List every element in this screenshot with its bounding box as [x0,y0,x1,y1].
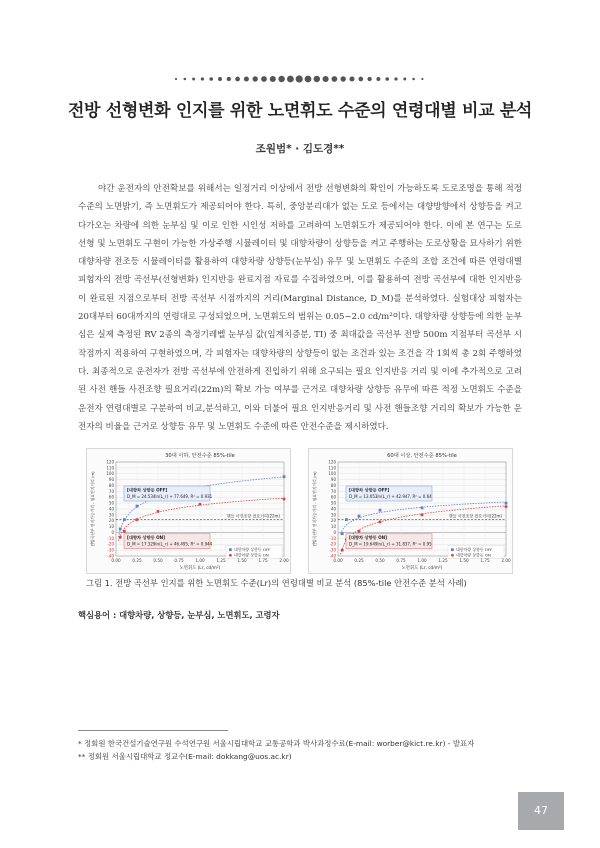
chart-title: 60대 이상, 안전수준 85%-tile [387,453,457,459]
ornament-dot [192,78,195,81]
y-tick-label: 60 [330,494,336,500]
y-tick-label: 10 [108,524,114,530]
data-point-on [358,530,361,533]
equation-text: D_M = 13.053ln(L_r) + 42.947, R² = 0.64 [349,494,432,499]
chart-title: 30대 이하, 안전수준 85%-tile [165,453,235,459]
data-point-on [123,530,126,533]
x-tick-label: 0.00 [111,558,121,563]
data-point-on [199,503,202,506]
equation-text: D_M = 17.329ln(L_r) + 46.495, R² = 0.944 [127,541,213,547]
ornament-dot [403,78,406,81]
ornament-dot [175,78,177,80]
x-tick-label: 2.00 [279,558,289,563]
figure-caption: 그림 1. 전방 곡선부 인지를 위한 노면휘도 수준(Lr)의 연령대별 비교 분석 (85%-tile 안전수준 분석 사례) [86,578,467,588]
ornament-dot [412,78,415,81]
y-tick-label: 120 [106,459,114,465]
x-tick-label: 0.50 [153,558,163,563]
y-tick-label: 40 [330,506,336,512]
data-point-on [283,498,286,501]
x-tick-label: 2.00 [501,558,511,563]
y-tick-label: 0 [333,529,336,535]
ornament-dot [323,76,329,82]
data-point-on [505,505,508,508]
ornament-dot [376,77,380,81]
data-point-on [136,518,139,521]
ornament-dot [244,76,249,81]
x-tick-label: 0.75 [174,558,184,563]
x-tick-label: 0.00 [333,558,343,563]
data-point-on [119,536,122,539]
data-point-off [123,518,126,521]
data-point-off [421,506,424,509]
ornament-dot [278,76,284,82]
ornament-dot [235,77,240,82]
y-tick-label: -20 [107,541,114,547]
legend-label: 대향차량 상향등 ON [456,552,491,558]
ornament-dot [253,76,258,81]
figure-charts [86,448,516,574]
footnotes [78,737,528,763]
ornament-dot [305,76,312,83]
data-point-off [358,515,361,518]
legend-label: 대향차량 상향등 OFF [234,547,271,553]
x-tick-label: 1.00 [417,558,427,563]
y-tick-label: -40 [329,553,336,559]
x-tick-label: 1.25 [216,558,226,563]
ornament-dot [261,76,267,82]
reference-label: 핸들 사전조향 필요거리(22m) [448,513,502,519]
ornament-dot [218,77,222,81]
x-axis-label: 노면휘도 (Lr, cd/m²) [179,566,221,571]
chart-60s-above [308,448,513,574]
ornament-dot [385,77,389,81]
y-tick-label: -40 [107,553,114,559]
legend-marker-on [229,554,232,557]
y-tick-label: 50 [108,500,114,506]
legend-marker-off [229,548,232,551]
ornament-dot [184,78,187,81]
x-tick-label: 1.25 [438,558,448,563]
y-tick-label: 40 [108,506,114,512]
y-tick-label: 90 [108,477,114,483]
keywords: 핵심용어 : 대향차량, 상향등, 눈부심, 노면휘도, 고령자 [78,610,280,620]
ornament-dot [287,76,294,83]
equation-text: D_M = 24.534ln(L_r) + 77.649, R² = 0.931 [127,494,213,499]
ornament-dot [367,77,371,81]
y-tick-label: -10 [107,535,114,541]
x-tick-label: 0.25 [132,558,142,563]
article-title: 전방 선형변화 인지를 위한 노면휘도 수준의 연령대별 비교 분석 [67,101,533,121]
data-point-on [341,549,344,552]
x-tick-label: 1.75 [258,558,268,563]
equation-box-title: [대향차 상향등 ON] [349,535,388,541]
y-tick-label: -30 [329,547,336,553]
x-tick-label: 0.25 [354,558,364,563]
y-tick-label: 70 [330,488,336,494]
y-tick-label: 0 [111,529,114,535]
y-tick-label: 100 [106,471,114,477]
data-point-off [345,518,348,521]
data-point-off [136,505,139,508]
y-tick-label: 110 [106,465,114,471]
y-tick-label: 120 [328,459,336,465]
header-dot-ornament [0,74,600,84]
data-point-off [283,475,286,478]
chart-30s-below [86,448,291,574]
y-axis-label: 전방곡선부 인지가능거리 - 필요인지거리 (m) [90,471,95,547]
data-point-off [341,532,344,535]
y-tick-label: 30 [330,512,336,518]
y-tick-label: -20 [329,541,336,547]
ornament-dot [421,78,423,80]
y-tick-label: 20 [330,518,336,524]
x-tick-label: 0.50 [375,558,385,563]
ornament-dot [270,76,276,82]
ornament-dot [209,77,213,81]
equation-box-title: [대향차 상향등 ON] [127,535,166,541]
ornament-dot [227,77,231,81]
y-tick-label: 60 [108,494,114,500]
legend-label: 대향차량 상향등 ON [234,552,269,558]
legend-marker-on [451,554,454,557]
data-point-on [421,513,424,516]
ornament-dot [332,76,338,82]
data-point-off [379,509,382,512]
data-point-off [119,528,122,531]
data-point-on [379,520,382,523]
y-tick-label: 100 [328,471,336,477]
x-tick-label: 1.50 [237,558,247,563]
y-tick-label: 90 [330,477,336,483]
data-point-off [505,502,508,505]
ornament-dot [296,75,303,82]
y-axis-label: 전방곡선부 인지가능거리 - 필요인지거리 (m) [312,471,317,547]
x-tick-label: 1.75 [480,558,490,563]
abstract-text: 야간 운전자의 안전확보를 위해서는 일정거리 이상에서 전방 선형변화의 확인이 가능하도록 도로조명을 통해 적정 수준의 노면밝기, 즉 노면휘도가 제공되어야 한다. 특히, 중앙분리대가 없는 도로 등에서는 대향방향에서 상향등을 켜고 다가오는 차량에 의한 눈부심 및 이로 인한 시인성 저하를 고려하여 노면휘도가 제공되어야 한다. 이에 본 연구는 도로 선형 및 노면휘도 구현이 가능한 가상주행 시뮬레이터 및 대향차량이 상향등을 켜고 주행하는 도로상황을 묘사하기 위한 대향차량 전조등 시뮬레이터를 활용하여 대향차량 상향등(눈부심) 유무 및 노면휘도 수준의 조합 조건에 따른 연령대별 피험자의 전방 곡선부(선형변화) 인지반응 완료지점 자료를 수집하였으며, 이를 활용하여 전방 곡선부에 대한 인지반응이 완료된 지점으로부터 전방 곡선부 시점까지의 거리(Marginal Distance, D_M)를 분석하였다. 실험대상 피험자는 20대부터 60대까지의 연령대로 구성되었으며, 노면휘도의 범위는 0.05~2.0 cd/m²이다. 대향차량 상향등에 의한 눈부심은 실제 측정된 RV 2종의 측정기레벨 눈부심 값(임계치증분, TI) 중 최대값을 곡선부 전방 500m 지점부터 곡선부 시작점까지 적용하여 구현하였으며, 각 피험자는 대향차량의 상향등이 없는 조건과 있는 조건을 각 1회씩 총 2회 주행하였다. 최종적으로 운전자가 전방 곡선부에 안전하게 진입하기 위해 요구되는 필요 인지반응 거리 및 이에 추가적으로 고려된 사전 핸들 사전조향 필요거리(22m)의 확보 가능 여부를 근거로 대향차량 상향등 유무에 따른 적정 노면휘도 수준을 운전자 연령대별로 구분하여 비교,분석하고, 이와 더불어 필요 인지반응거리 및 사전 핸들조향 거리의 확보가 가능한 운전자의 비율을 근거로 상향등 유무 및 노면휘도 수준에 따른 안전수준을 제시하였다. [78,184,522,432]
equation-box-title: [대향차 상향등 OFF] [127,487,168,493]
y-tick-label: 80 [330,482,336,488]
y-tick-label: 80 [108,482,114,488]
footnote-2: ** 정회원 서울시립대학교 정교수(E-mail: dokkang@uos.ac.kr) [78,752,292,761]
ornament-dot [314,76,320,82]
ornament-dot [394,77,397,80]
ornament-dot [201,77,204,80]
x-tick-label: 0.75 [396,558,406,563]
data-point-on [157,510,160,513]
y-tick-label: -30 [107,547,114,553]
x-tick-label: 1.50 [459,558,469,563]
ornament-dot [341,76,346,81]
y-tick-label: -10 [329,535,336,541]
y-tick-label: 30 [108,512,114,518]
reference-label: 핸들 사전조향 필요거리(22m) [226,513,280,519]
x-tick-label: 1.00 [195,558,205,563]
y-tick-label: 110 [328,465,336,471]
y-tick-label: 10 [330,524,336,530]
y-tick-label: 20 [108,518,114,524]
legend-label: 대향차량 상향등 OFF [456,547,493,553]
dot-row [170,74,430,84]
footnote-divider [78,730,228,731]
article-authors: 조원범* · 김도경** [255,143,345,155]
equation-text: D_M = 19.649ln(L_r) + 31.837, R² = 0.95 [349,541,432,547]
page-number: 47 [518,792,564,830]
equation-box-title: [대향차 상향등 OFF] [349,487,390,493]
abstract [78,180,522,436]
x-axis-label: 노면휘도 (Lr, cd/m²) [401,566,443,571]
y-tick-label: 70 [108,488,114,494]
ornament-dot [349,76,354,81]
legend-marker-off [451,548,454,551]
ornament-dot [358,77,363,82]
y-tick-label: 50 [330,500,336,506]
footnote-1: * 정회원 한국건설기술연구원 수석연구원 서울시립대학교 교통공학과 박사과정수료(E-mail: worber@kict.re.kr) - 발표자 [78,739,475,748]
